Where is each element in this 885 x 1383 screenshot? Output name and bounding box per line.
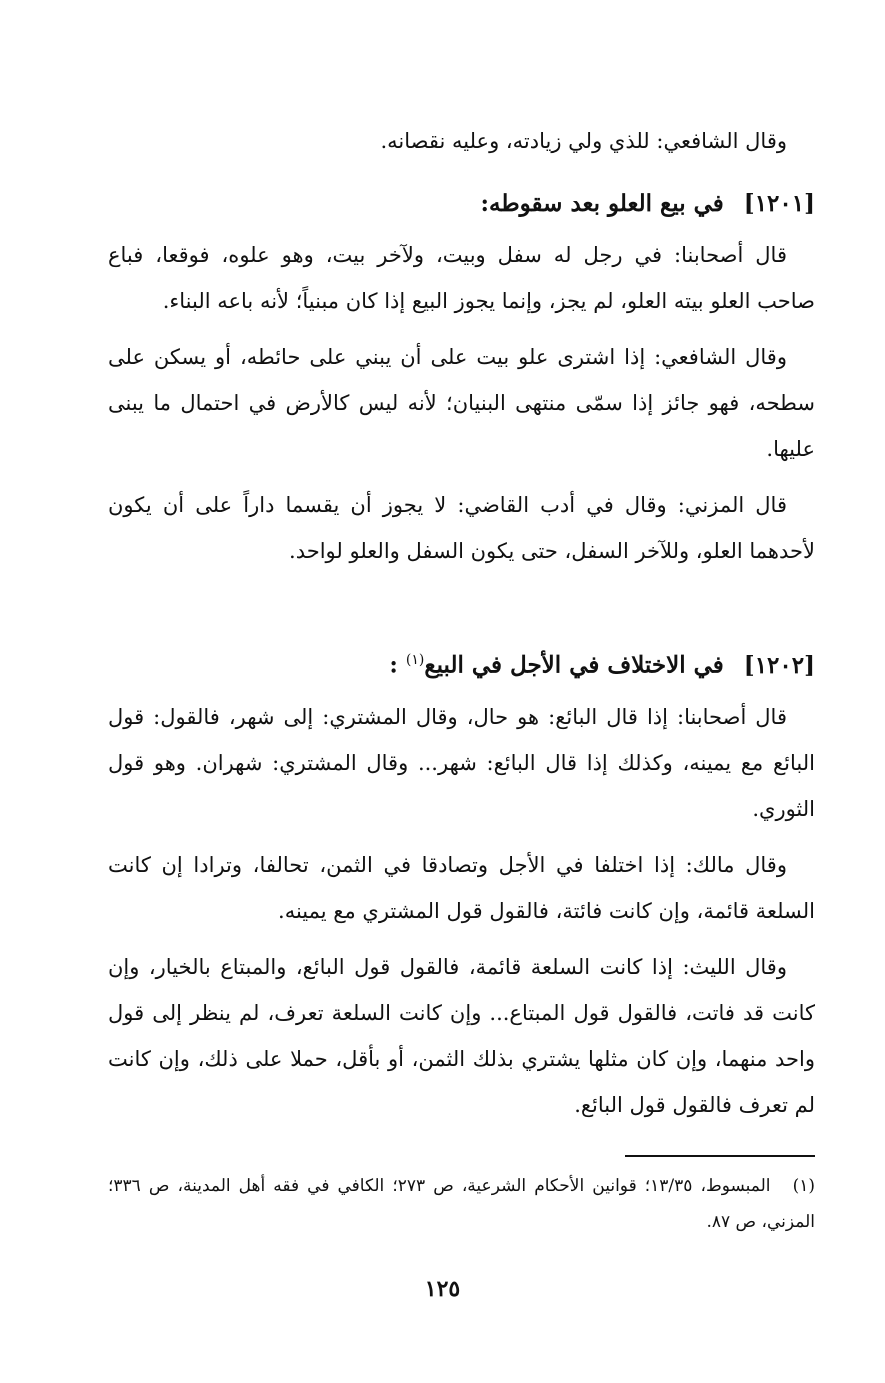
section-heading-1202 bbox=[108, 640, 815, 686]
paragraph: وقال الشافعي: إذا اشترى علو بيت على أن يبني على حائطه، أو يسكن على سطحه، فهو جائز إذا سمّى منتهى البنيان؛ لأنه ليس كالأرض في احتمال ما يبنى عليها. bbox=[108, 345, 815, 461]
section-number: [١٢٠٢] bbox=[743, 651, 815, 679]
footnote-text: المبسوط، ١٣/٣٥؛ قوانين الأحكام الشرعية، ص ٢٧٣؛ الكافي في فقه أهل المدينة، ص ٣٣٦؛ المزني، ص ٨٧. bbox=[108, 1176, 815, 1232]
paragraph: قال المزني: وقال في أدب القاضي: لا يجوز أن يقسما داراً على أن يكون لأحدهما العلو، وللآخر السفل، حتى يكون السفل والعلو لواحد. bbox=[108, 493, 815, 563]
paragraph: قال أصحابنا: في رجل له سفل وبيت، ولآخر بيت، وهو علوه، فوقعا، فباع صاحب العلو بيته العلو، لم يجز، وإنما يجوز البيع إذا كان مبنياً؛ لأنه باعه البناء. bbox=[108, 243, 815, 313]
section-heading-1201 bbox=[108, 184, 815, 224]
section-1202 bbox=[108, 640, 815, 1128]
intro-block bbox=[108, 118, 815, 164]
footnote bbox=[108, 1168, 815, 1240]
section-1201 bbox=[108, 184, 815, 574]
footnote-divider bbox=[625, 1155, 815, 1157]
footnote-reference: (١) bbox=[405, 652, 425, 668]
footnote-number: (١) bbox=[792, 1176, 815, 1196]
section-title-suffix: : bbox=[389, 651, 398, 679]
paragraph: وقال الليث: إذا كانت السلعة قائمة، فالقول قول البائع، والمبتاع بالخيار، وإن كانت قد فاتت، فالقول قول المبتاع... وإن كانت السلعة تعرف، لم ينظر إلى قول واحد منهما، وإن كان مثلها يشتري بذلك الثمن، أو بأقل، حملا على ذلك، وإن كانت لم تعرف فالقول قول البائع. bbox=[108, 954, 815, 1117]
paragraph: قال أصحابنا: إذا قال البائع: هو حال، وقال المشتري: إلى شهر، فالقول: قول البائع مع يمينه، وكذلك إذا قال البائع: شهر... وقال المشتري: شهران. وهو قول الثوري. bbox=[108, 704, 815, 821]
intro-paragraph: وقال الشافعي: للذي ولي زيادته، وعليه نقصانه. bbox=[380, 129, 787, 153]
page-number: ١٢٥ bbox=[424, 1276, 461, 1302]
paragraph: وقال مالك: إذا اختلفا في الأجل وتصادقا في الثمن، تحالفا، وترادا إن كانت السلعة قائمة، وإن كانت فائتة، فالقول قول المشتري مع يمينه. bbox=[108, 852, 815, 923]
section-number: [١٢٠١] bbox=[743, 190, 815, 217]
section-title: في بيع العلو بعد سقوطه: bbox=[480, 190, 724, 217]
section-title: في الاختلاف في الأجل في البيع bbox=[424, 651, 724, 679]
